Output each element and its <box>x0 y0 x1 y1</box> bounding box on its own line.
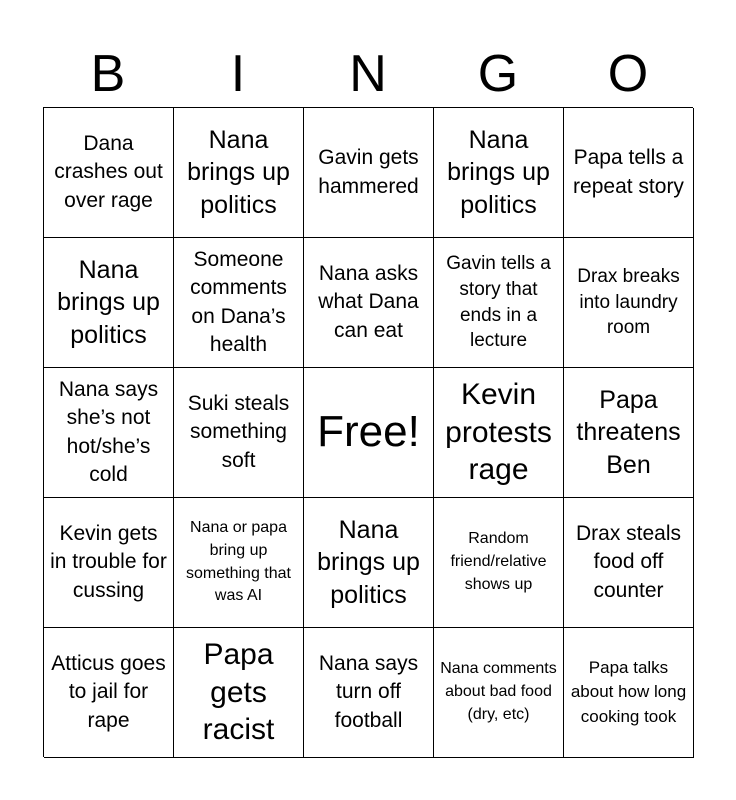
bingo-cell[interactable]: Kevin gets in trouble for cussing <box>44 498 174 628</box>
bingo-header <box>43 40 693 108</box>
header-letter-n: N <box>349 45 387 103</box>
bingo-cell[interactable]: Suki steals something soft <box>174 368 304 498</box>
header-letter-b: B <box>90 45 126 103</box>
bingo-board <box>43 107 693 757</box>
bingo-cell[interactable]: Papa tells a repeat story <box>564 108 694 238</box>
bingo-cell[interactable]: Nana brings up politics <box>174 108 304 238</box>
bingo-cell[interactable]: Nana says she’s not hot/she’s cold <box>44 368 174 498</box>
bingo-cell[interactable]: Nana comments about bad food (dry, etc) <box>434 628 564 758</box>
header-letter-i: I <box>230 45 246 103</box>
bingo-cell[interactable]: Papa gets racist <box>174 628 304 758</box>
bingo-cell[interactable]: Nana or papa bring up something that was AI <box>174 498 304 628</box>
bingo-cell[interactable]: Random friend/relative shows up <box>434 498 564 628</box>
bingo-cell[interactable]: Dana crashes out over rage <box>44 108 174 238</box>
header-letter-g: G <box>477 45 519 103</box>
header-letter-o: O <box>607 45 649 103</box>
bingo-cell[interactable]: Drax breaks into laundry room <box>564 238 694 368</box>
bingo-cell[interactable]: Drax steals food off counter <box>564 498 694 628</box>
bingo-cell[interactable]: Gavin tells a story that ends in a lecture <box>434 238 564 368</box>
bingo-cell[interactable]: Someone comments on Dana’s health <box>174 238 304 368</box>
bingo-cell[interactable]: Kevin protests rage <box>434 368 564 498</box>
bingo-cell[interactable]: Papa threatens Ben <box>564 368 694 498</box>
bingo-cell[interactable]: Nana brings up politics <box>304 498 434 628</box>
bingo-cell[interactable]: Nana says turn off football <box>304 628 434 758</box>
bingo-cell[interactable]: Nana brings up politics <box>434 108 564 238</box>
bingo-cell[interactable]: Gavin gets hammered <box>304 108 434 238</box>
bingo-cell[interactable]: Atticus goes to jail for rape <box>44 628 174 758</box>
bingo-cell[interactable]: Nana brings up politics <box>44 238 174 368</box>
free-space[interactable]: Free! <box>304 368 434 498</box>
bingo-cell[interactable]: Papa talks about how long cooking took <box>564 628 694 758</box>
bingo-cell[interactable]: Nana asks what Dana can eat <box>304 238 434 368</box>
